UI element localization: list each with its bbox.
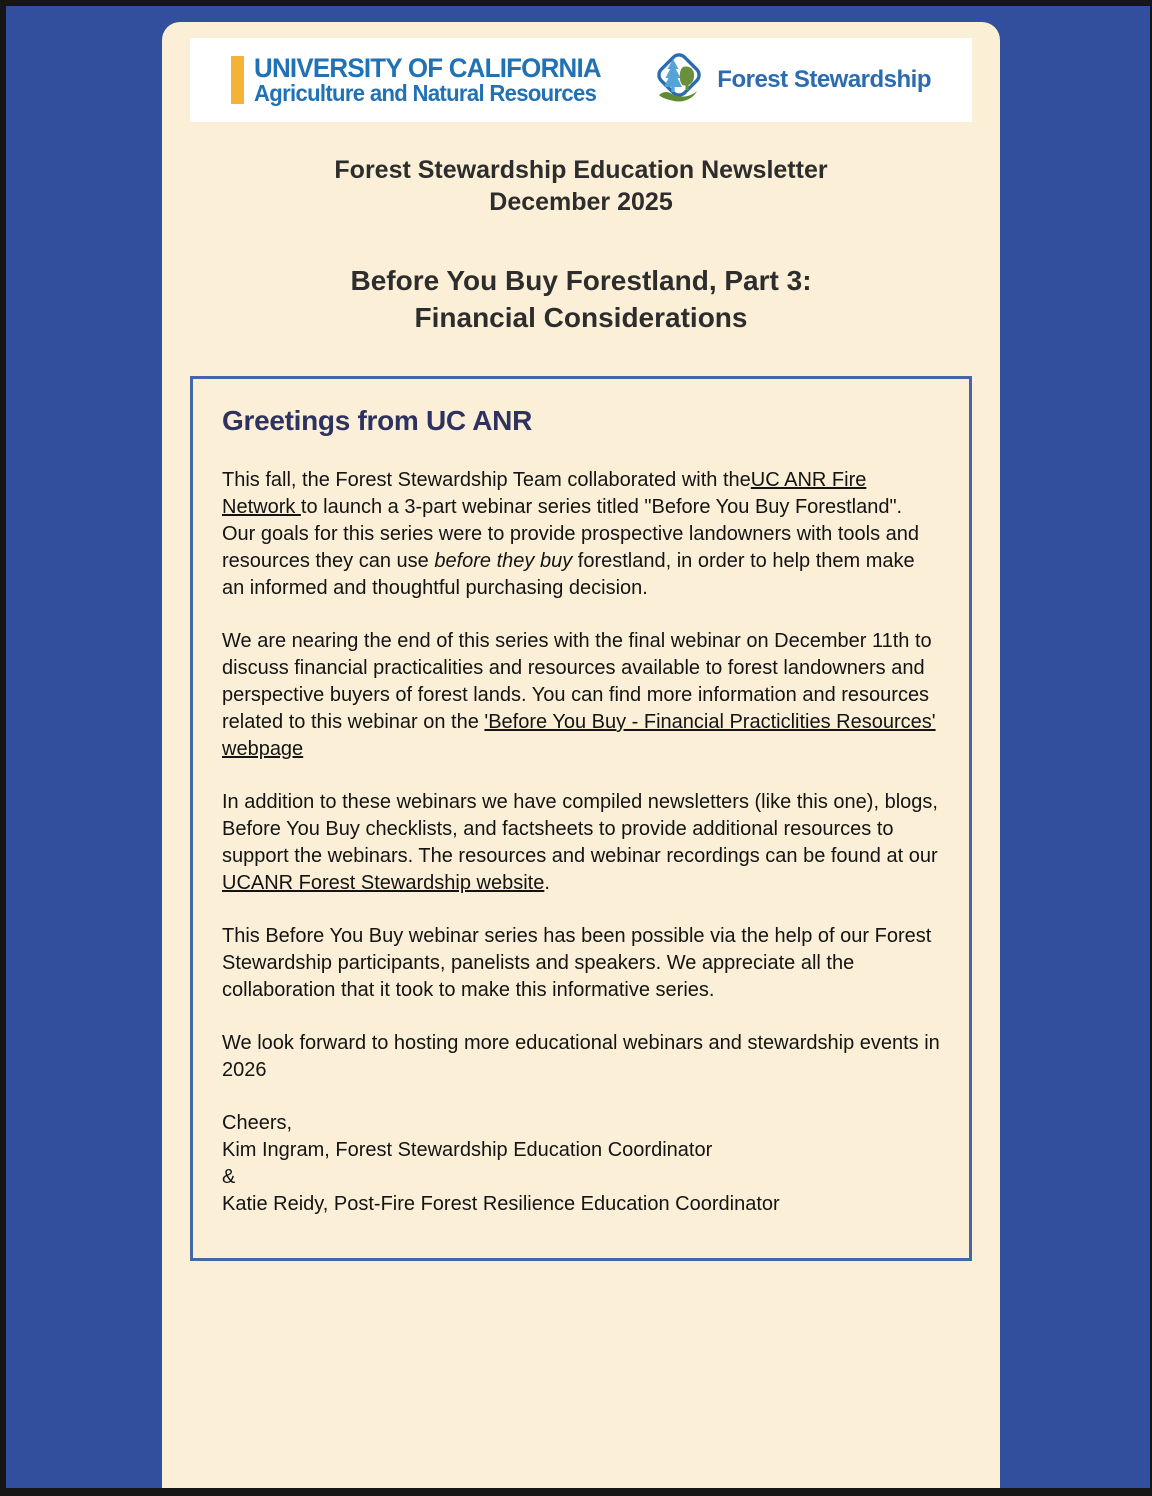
topic-title-line2: Financial Considerations [414, 302, 748, 333]
topic-title [162, 262, 1000, 336]
emphasis-text: before they buy [434, 550, 573, 572]
inline-link[interactable]: UC ANR Fire Network [222, 469, 867, 518]
newsletter-title-line1: Forest Stewardship Education Newsletter [334, 156, 828, 184]
text-run: In addition to these webinars we have compiled newsletters (like this one), blogs, Before You Buy checklists, and factsheets to provide additional resources to support the webinars. The resources and webinar recordings can be found at our [222, 791, 938, 867]
greeting-paragraphs [222, 467, 940, 1084]
newsletter-title [162, 154, 1000, 218]
text-run: to launch a 3-part webinar series titled "Before You Buy Forestland". Our goals for this series were to provide prospective landowners with tools and resources they can use [222, 496, 920, 572]
paragraph [222, 789, 940, 897]
newsletter-title-line2: December 2025 [489, 188, 673, 216]
text-run: forestland, in order to help them make an informed and thoughtful purchasing decision. [222, 550, 915, 599]
text-run: We look forward to hosting more educational webinars and stewardship events in 2026 [222, 1032, 940, 1081]
uc-logo-text [253, 52, 615, 107]
text-run: We are nearing the end of this series with the final webinar on December 11th to discuss financial practicalities and resources available to forest landowners and perspective buyers of forest lands. You can find more information and resources related to this webinar on the [222, 630, 932, 733]
signoff-line: Cheers, [222, 1112, 293, 1134]
paragraph [222, 467, 940, 602]
paragraph [222, 1030, 940, 1084]
signoff [222, 1110, 940, 1218]
header-banner [190, 38, 972, 122]
signoff-line: & [222, 1166, 236, 1188]
topic-title-line1: Before You Buy Forestland, Part 3: [350, 265, 812, 296]
email-body-panel [162, 22, 1000, 1488]
greeting-heading: Greetings from UC ANR [222, 405, 533, 436]
uc-logo-line1: UNIVERSITY OF CALIFORNIA [253, 52, 601, 83]
uc-anr-logo [231, 52, 615, 107]
inline-link[interactable]: UCANR Forest Stewardship website [222, 872, 545, 894]
title-block [162, 154, 1000, 336]
text-run: . [544, 872, 550, 894]
forest-stewardship-logo [649, 47, 931, 114]
page-background [6, 6, 1150, 1488]
signoff-line: Kim Ingram, Forest Stewardship Education Coordinator [222, 1139, 713, 1161]
greeting-box [190, 376, 972, 1261]
text-run: This Before You Buy webinar series has been possible via the help of our Forest Stewardship participants, panelists and speakers. We appreciate all the collaboration that it took to make this informative series. [222, 925, 932, 1001]
uc-logo-line2: Agriculture and Natural Resources [253, 80, 597, 107]
signoff-line: Katie Reidy, Post-Fire Forest Resilience Education Coordinator [222, 1193, 780, 1215]
forest-stewardship-logo-icon [649, 47, 711, 114]
inline-link[interactable]: 'Before You Buy - Financial Practiclities Resources' webpage [222, 711, 936, 760]
paragraph [222, 628, 940, 763]
uc-gold-bar [231, 56, 244, 104]
paragraph [222, 923, 940, 1004]
forest-stewardship-label: Forest Stewardship [717, 66, 932, 93]
text-run: This fall, the Forest Stewardship Team collaborated with the [222, 469, 751, 491]
